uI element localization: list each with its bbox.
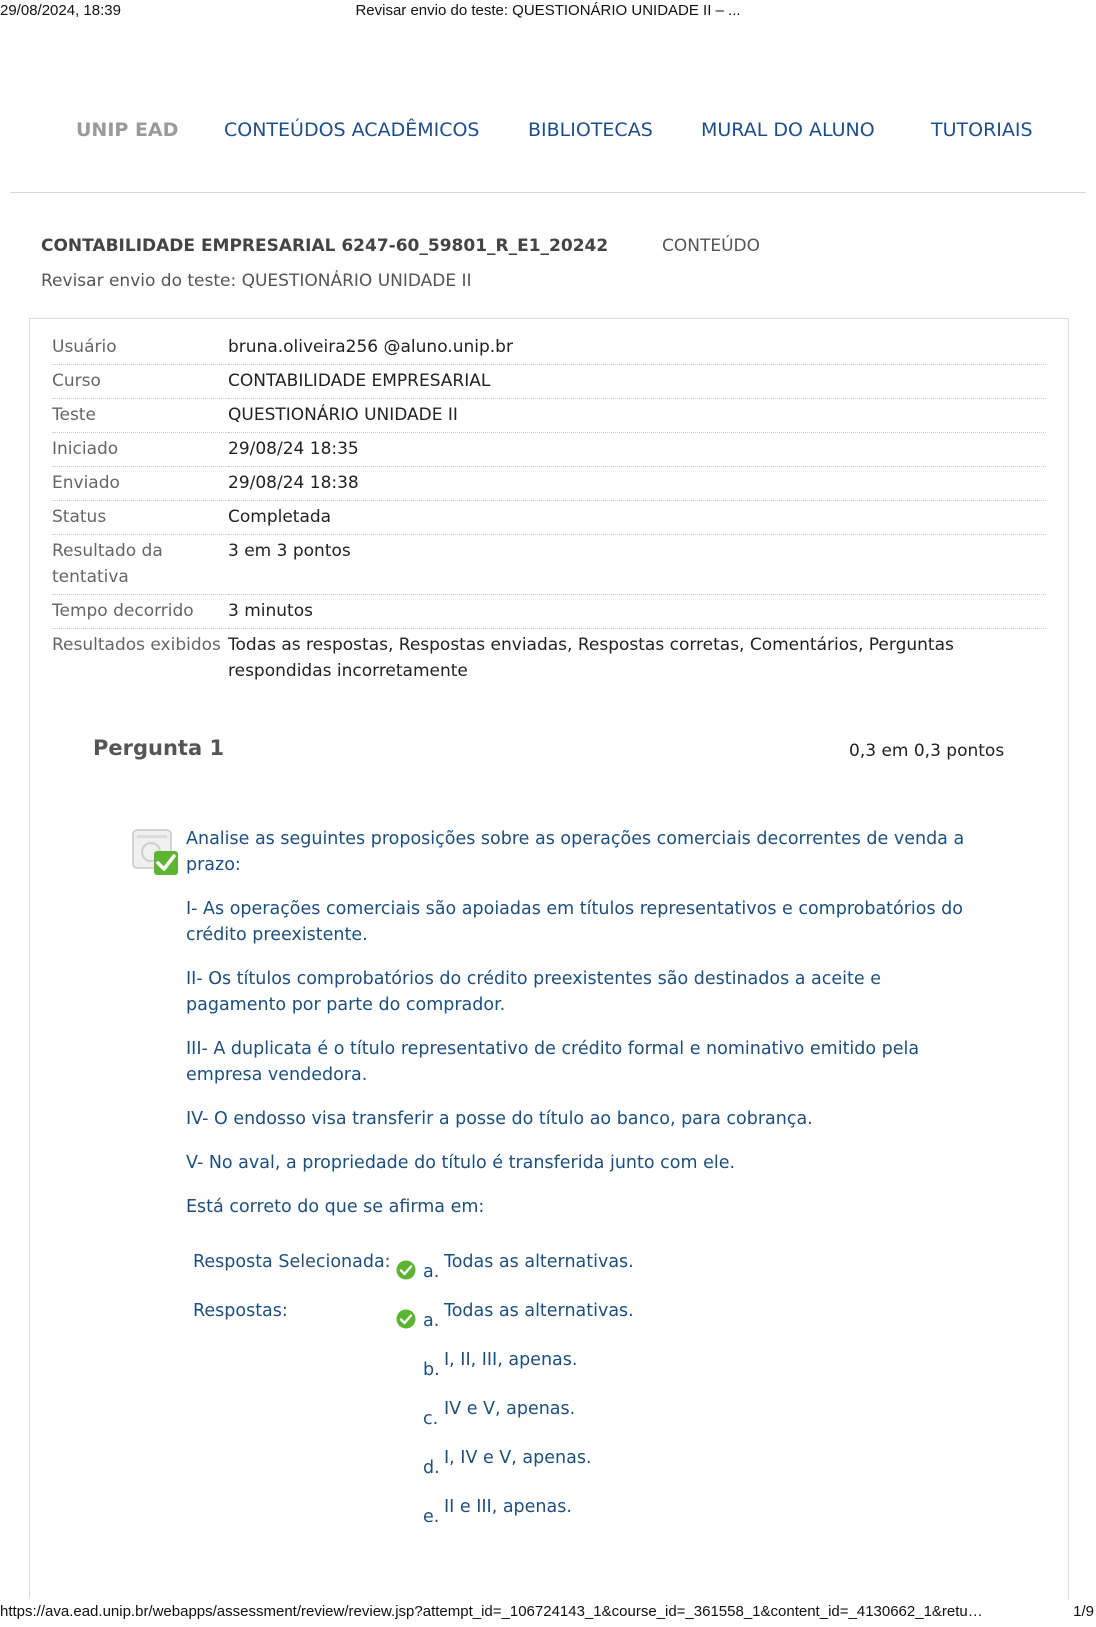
answer-letter: c. — [423, 1409, 439, 1429]
info-value-status: Completada — [228, 501, 1046, 535]
nav-bibliotecas[interactable]: BIBLIOTECAS — [528, 119, 653, 141]
answer-text: I, II, III, apenas. — [444, 1350, 578, 1370]
info-value-tempo: 3 minutos — [228, 595, 1046, 629]
print-datetime: 29/08/2024, 18:39 — [0, 2, 121, 19]
info-value-enviado: 29/08/24 18:38 — [228, 467, 1046, 501]
answer-letter: e. — [423, 1507, 440, 1527]
top-navigation — [0, 115, 1096, 149]
info-label: Usuário — [52, 331, 228, 365]
print-footer — [0, 1603, 1096, 1623]
check-icon — [396, 1309, 416, 1329]
info-label: Curso — [52, 365, 228, 399]
question-intro: Analise as seguintes proposições sobre as operações comerciais decorrentes de venda a prazo: — [186, 829, 965, 875]
info-label: Enviado — [52, 467, 228, 501]
content-link[interactable]: CONTEÚDO — [662, 236, 761, 256]
answers-label: Respostas: — [193, 1301, 288, 1321]
info-row-curso — [52, 365, 1046, 399]
info-row-enviado — [52, 467, 1046, 501]
course-title[interactable]: CONTABILIDADE EMPRESARIAL 6247-60_59801_R_E1_20242 — [41, 236, 609, 256]
info-label: Tempo decorrido — [52, 595, 228, 629]
proposition-2: II- Os títulos comprobatórios do crédito preexistentes são destinados a aceite e pagamento por parte do comprador. — [186, 969, 881, 1015]
print-page-number: 1/9 — [1073, 1603, 1094, 1620]
info-label: Iniciado — [52, 433, 228, 467]
info-row-status — [52, 501, 1046, 535]
nav-brand[interactable]: UNIP EAD — [76, 119, 179, 141]
answer-letter: a. — [423, 1311, 440, 1331]
answer-text: I, IV e V, apenas. — [444, 1448, 592, 1468]
proposition-5: V- No aval, a propriedade do título é transferida junto com ele. — [186, 1153, 736, 1173]
info-row-tempo — [52, 595, 1046, 629]
check-icon — [396, 1260, 416, 1280]
info-label: Resultados exibidos — [52, 635, 221, 655]
answer-text: Todas as alternativas. — [444, 1252, 634, 1272]
answer-letter: d. — [423, 1458, 440, 1478]
nav-divider — [10, 192, 1086, 193]
info-row-usuario — [52, 331, 1046, 365]
info-row-exibidos — [52, 629, 1046, 689]
question-points: 0,3 em 0,3 pontos — [849, 741, 1005, 761]
info-label: Resultado da tentativa — [52, 535, 228, 595]
info-value-exibidos: Todas as respostas, Respostas enviadas, Respostas corretas, Comentários, Perguntas respondidas incorretamente — [228, 635, 954, 681]
print-url: https://ava.ead.unip.br/webapps/assessment/review/review.jsp?attempt_id=_106724143_1&course_id=_361558_1&content_id=_4130662_1&retu… — [0, 1603, 983, 1620]
info-value-teste: QUESTIONÁRIO UNIDADE II — [228, 399, 1046, 433]
answer-text: Todas as alternativas. — [444, 1301, 634, 1321]
print-header — [0, 2, 1096, 22]
correct-answer-icon — [131, 828, 181, 878]
proposition-4: IV- O endosso visa transferir a posse do título ao banco, para cobrança. — [186, 1109, 813, 1129]
nav-tutoriais[interactable]: TUTORIAIS — [931, 119, 1033, 141]
nav-mural-do-aluno[interactable]: MURAL DO ALUNO — [701, 119, 875, 141]
info-label: Teste — [52, 399, 228, 433]
answer-text: IV e V, apenas. — [444, 1399, 576, 1419]
info-value-resultado: 3 em 3 pontos — [228, 535, 1046, 595]
nav-conteudos-academicos[interactable]: CONTEÚDOS ACADÊMICOS — [224, 119, 480, 141]
answer-text: II e III, apenas. — [444, 1497, 572, 1517]
info-row-iniciado — [52, 433, 1046, 467]
attempt-info-table — [52, 331, 1046, 688]
breadcrumb: Revisar envio do teste: QUESTIONÁRIO UNIDADE II — [41, 271, 472, 291]
info-value-curso: CONTABILIDADE EMPRESARIAL — [228, 365, 1046, 399]
answer-letter: a. — [423, 1262, 440, 1282]
info-row-teste — [52, 399, 1046, 433]
answer-letter: b. — [423, 1360, 440, 1380]
info-row-resultado — [52, 535, 1046, 595]
selected-answer-label: Resposta Selecionada: — [193, 1252, 391, 1272]
info-value-usuario: bruna.oliveira256 @aluno.unip.br — [228, 331, 1046, 365]
proposition-1: I- As operações comerciais são apoiadas em títulos representativos e comprobatórios do crédito preexistente. — [186, 899, 963, 945]
info-label: Status — [52, 501, 228, 535]
info-value-iniciado: 29/08/24 18:35 — [228, 433, 1046, 467]
print-page-title: Revisar envio do teste: QUESTIONÁRIO UNIDADE II – ... — [355, 2, 741, 19]
question-prompt: Está correto do que se afirma em: — [186, 1197, 485, 1217]
attempt-info-box — [29, 318, 1069, 694]
question-title: Pergunta 1 — [93, 736, 225, 760]
proposition-3: III- A duplicata é o título representativo de crédito formal e nominativo emitido pela empresa vendedora. — [186, 1039, 920, 1085]
